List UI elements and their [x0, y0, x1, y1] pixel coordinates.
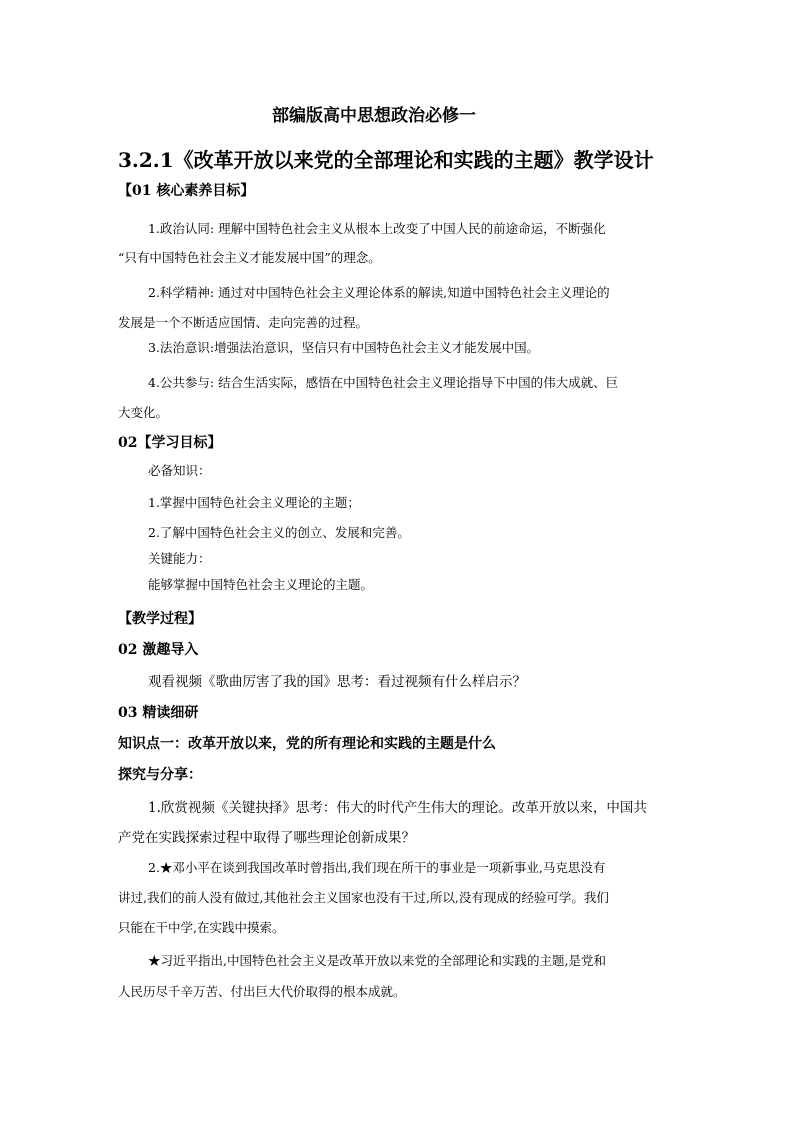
question-3-line-2: 人民历尽千辛万苦、付出巨大代价取得的根本成就。	[118, 984, 406, 999]
question-3-line-1: ★习近平指出,中国特色社会主义是改革开放以来党的全部理论和实践的主题,是党和	[148, 953, 606, 968]
ability-label: 关键能力：	[148, 551, 211, 566]
knowledge-item-1: 1.掌握中国特色社会主义理论的主题；	[148, 495, 360, 510]
ability-item-1: 能够掌握中国特色社会主义理论的主题。	[148, 577, 374, 592]
goal-2-line-1: 2.科学精神: 通过对中国特色社会主义理论体系的解读,知道中国特色社会主义理论的	[148, 285, 610, 300]
intro-text: 观看视频《歌曲厉害了我的国》思考：看过视频有什么样启示？	[148, 674, 526, 690]
read-heading: 03 精读细研	[118, 705, 199, 721]
explore-heading: 探究与分享：	[118, 767, 202, 783]
question-2-line-3: 只能在干中学,在实践中摸索。	[118, 920, 285, 935]
goal-4-line-1: 4.公共参与: 结合生活实际，感悟在中国特色社会主义理论指导下中国的伟大成就、巨	[148, 375, 619, 390]
question-2-line-1: 2.★邓小平在谈到我国改革时曾指出,我们现在所干的事业是一项新事业,马克思没有	[148, 860, 606, 875]
knowledge-item-2: 2.了解中国特色社会主义的创立、发展和完善。	[148, 525, 410, 540]
goal-4-line-2: 大变化。	[118, 405, 169, 420]
question-2-line-2: 讲过,我们的前人没有做过,其他社会主义国家也没有干过,所以,没有现成的经验可学。我们	[118, 890, 609, 905]
knowledge-label: 必备知识：	[148, 463, 211, 478]
goal-1-line-1: 1.政治认同: 理解中国特色社会主义从根本上改变了中国人民的前途命运，不断强化	[148, 221, 606, 236]
goal-3-line-1: 3.法治意识:增强法治意识，坚信只有中国特色社会主义才能发展中国。	[148, 340, 540, 355]
question-1-line-2: 产党在实践探索过程中取得了哪些理论创新成果？	[118, 830, 415, 846]
question-1-line-1: 1.欣赏视频《关键抉择》思考：伟大的时代产生伟大的理论。改革开放以来，中国共	[148, 800, 647, 816]
doc-subtitle: 3.2.1《改革开放以来党的全部理论和实践的主题》教学设计	[118, 148, 654, 172]
section-heading-core-goals: 【01 核心素养目标】	[118, 183, 255, 199]
section-heading-teaching-process: 【教学过程】	[118, 611, 202, 627]
goal-1-line-2: “只有中国特色社会主义才能发展中国”的理念。	[118, 250, 381, 265]
section-heading-learning-goals: 02【学习目标】	[118, 435, 222, 451]
doc-title: 部编版高中思想政治必修一	[272, 106, 476, 126]
goal-2-line-2: 发展是一个不断适应国情、走向完善的过程。	[118, 315, 369, 330]
knowledge-point-1: 知识点一：改革开放以来，党的所有理论和实践的主题是什么	[118, 736, 496, 752]
intro-heading: 02 激趣导入	[118, 642, 199, 658]
